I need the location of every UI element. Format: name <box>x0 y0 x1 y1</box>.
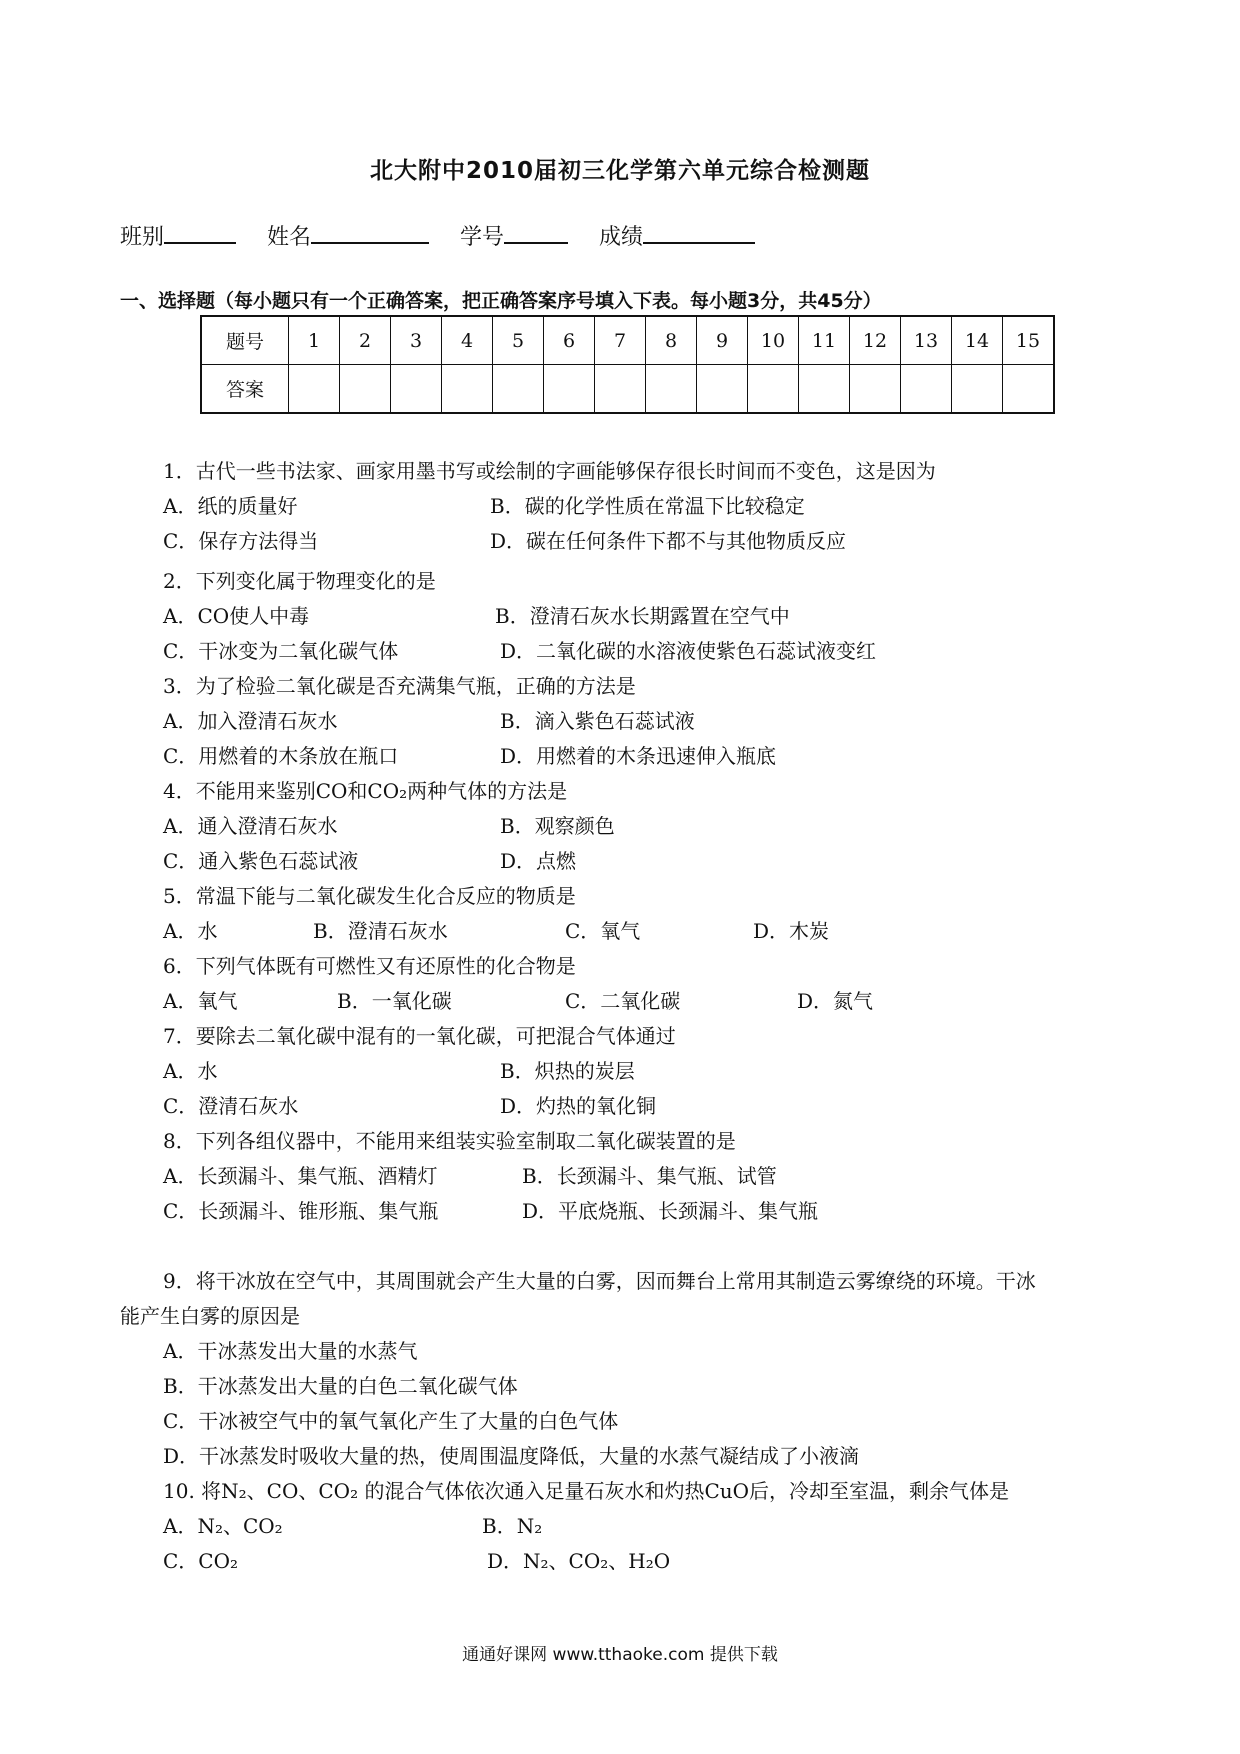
question-7-option-d: D．灼热的氧化铜 <box>500 1094 657 1118</box>
answer-cell[interactable] <box>442 365 493 414</box>
section-heading-choice: 一、选择题（每小题只有一个正确答案，把正确答案序号填入下表。每小题3分，共45分） <box>120 290 882 312</box>
page-footer: 通通好课网 www.tthaoke.com 提供下载 <box>462 1645 778 1665</box>
answer-cell[interactable] <box>340 365 391 414</box>
question-3-option-b: B．滴入紫色石蕊试液 <box>500 709 695 733</box>
question-4-option-b: B．观察颜色 <box>500 814 615 838</box>
question-number: 9 <box>697 316 748 365</box>
answer-cell[interactable] <box>901 365 952 414</box>
question-6-option-a: A．氧气 <box>163 989 238 1013</box>
question-number: 7 <box>595 316 646 365</box>
question-9-option-a: A．干冰蒸发出大量的水蒸气 <box>163 1339 418 1363</box>
question-number: 15 <box>1003 316 1055 365</box>
question-3-option-c: C．用燃着的木条放在瓶口 <box>163 744 399 768</box>
question-number: 11 <box>799 316 850 365</box>
answer-cell[interactable] <box>748 365 799 414</box>
question-9-option-c: C．干冰被空气中的氧气氧化产生了大量的白色气体 <box>163 1409 619 1433</box>
question-8-option-b: B．长颈漏斗、集气瓶、试管 <box>522 1164 777 1188</box>
question-7-option-b: B．炽热的炭层 <box>500 1059 635 1083</box>
class-label: 班别 <box>120 225 165 250</box>
id-label: 学号 <box>460 225 505 250</box>
question-2-option-d: D．二氧化碳的水溶液使紫色石蕊试液变红 <box>500 639 877 663</box>
question-10-option-c: C．CO₂ <box>163 1549 239 1573</box>
question-4-option-d: D．点燃 <box>500 849 577 873</box>
question-5-option-c: C．氧气 <box>565 919 641 943</box>
question-5-option-a: A．水 <box>163 919 218 943</box>
name-label: 姓名 <box>267 225 312 250</box>
answer-cell[interactable] <box>850 365 901 414</box>
score-blank[interactable] <box>643 220 755 244</box>
question-5-stem: 5．常温下能与二氧化碳发生化合反应的物质是 <box>163 884 576 908</box>
question-2-option-a: A．CO使人中毒 <box>163 604 310 628</box>
question-10-option-b: B．N₂ <box>482 1514 543 1538</box>
answer-row-label: 答案 <box>201 365 289 414</box>
question-4-stem: 4．不能用来鉴别CO和CO₂两种气体的方法是 <box>163 779 568 803</box>
question-number: 2 <box>340 316 391 365</box>
score-label: 成绩 <box>599 225 644 250</box>
question-number: 6 <box>544 316 595 365</box>
answer-table-number-row <box>201 316 1054 365</box>
answer-cell[interactable] <box>391 365 442 414</box>
question-8-stem: 8．下列各组仪器中，不能用来组装实验室制取二氧化碳装置的是 <box>163 1129 736 1153</box>
question-number: 5 <box>493 316 544 365</box>
page-title: 北大附中2010届初三化学第六单元综合检测题 <box>369 158 870 184</box>
question-number: 10 <box>748 316 799 365</box>
question-6-stem: 6．下列气体既有可燃性又有还原性的化合物是 <box>163 954 576 978</box>
question-7-option-c: C．澄清石灰水 <box>163 1094 299 1118</box>
question-4-option-a: A．通入澄清石灰水 <box>163 814 338 838</box>
question-10-stem: 10. 将N₂、CO、CO₂ 的混合气体依次通入足量石灰水和灼热CuO后，冷却至室温，剩余气体是 <box>163 1479 1010 1503</box>
answer-table <box>200 315 1055 414</box>
question-number: 1 <box>289 316 340 365</box>
question-3-option-d: D．用燃着的木条迅速伸入瓶底 <box>500 744 777 768</box>
answer-cell[interactable] <box>595 365 646 414</box>
question-8-option-d: D．平底烧瓶、长颈漏斗、集气瓶 <box>522 1199 819 1223</box>
student-info-line <box>120 220 779 251</box>
question-number: 8 <box>646 316 697 365</box>
question-3-option-a: A．加入澄清石灰水 <box>163 709 338 733</box>
question-3-stem: 3．为了检验二氧化碳是否充满集气瓶，正确的方法是 <box>163 674 636 698</box>
question-8-option-a: A．长颈漏斗、集气瓶、酒精灯 <box>163 1164 438 1188</box>
question-8-option-c: C．长颈漏斗、锥形瓶、集气瓶 <box>163 1199 439 1223</box>
question-1-option-a: A．纸的质量好 <box>163 494 298 518</box>
answer-cell[interactable] <box>1003 365 1055 414</box>
question-1-option-b: B．碳的化学性质在常温下比较稳定 <box>490 494 805 518</box>
answer-cell[interactable] <box>493 365 544 414</box>
question-number: 4 <box>442 316 493 365</box>
answer-cell[interactable] <box>289 365 340 414</box>
question-9-stem-line1: 9．将干冰放在空气中，其周围就会产生大量的白雾，因而舞台上常用其制造云雾缭绕的环境。干冰 <box>163 1269 1036 1293</box>
question-2-option-c: C．干冰变为二氧化碳气体 <box>163 639 399 663</box>
question-1-option-d: D．碳在任何条件下都不与其他物质反应 <box>490 529 847 553</box>
answer-cell[interactable] <box>646 365 697 414</box>
question-5-option-d: D．木炭 <box>753 919 830 943</box>
question-number: 13 <box>901 316 952 365</box>
answer-cell[interactable] <box>544 365 595 414</box>
question-6-option-c: C．二氧化碳 <box>565 989 681 1013</box>
question-10-option-d: D．N₂、CO₂、H₂O <box>487 1549 671 1573</box>
question-9-stem-line2: 能产生白雾的原因是 <box>120 1304 300 1328</box>
id-blank[interactable] <box>504 220 568 244</box>
question-number: 14 <box>952 316 1003 365</box>
answer-cell[interactable] <box>799 365 850 414</box>
question-10-option-a: A．N₂、CO₂ <box>163 1514 283 1538</box>
question-9-option-d: D．干冰蒸发时吸收大量的热，使周围温度降低，大量的水蒸气凝结成了小液滴 <box>163 1444 860 1468</box>
question-2-option-b: B．澄清石灰水长期露置在空气中 <box>495 604 790 628</box>
name-blank[interactable] <box>311 220 429 244</box>
answer-cell[interactable] <box>952 365 1003 414</box>
question-7-option-a: A．水 <box>163 1059 218 1083</box>
number-row-label: 题号 <box>201 316 289 365</box>
question-9-option-b: B．干冰蒸发出大量的白色二氧化碳气体 <box>163 1374 518 1398</box>
question-number: 12 <box>850 316 901 365</box>
answer-cell[interactable] <box>697 365 748 414</box>
question-1-stem: 1．古代一些书法家、画家用墨书写或绘制的字画能够保存很长时间而不变色，这是因为 <box>163 459 936 483</box>
answer-table-answer-row <box>201 365 1054 414</box>
question-number: 3 <box>391 316 442 365</box>
question-4-option-c: C．通入紫色石蕊试液 <box>163 849 359 873</box>
question-7-stem: 7．要除去二氧化碳中混有的一氧化碳，可把混合气体通过 <box>163 1024 676 1048</box>
question-6-option-b: B．一氧化碳 <box>337 989 452 1013</box>
question-5-option-b: B．澄清石灰水 <box>313 919 448 943</box>
question-6-option-d: D．氮气 <box>797 989 874 1013</box>
question-1-option-c: C．保存方法得当 <box>163 529 319 553</box>
question-2-stem: 2．下列变化属于物理变化的是 <box>163 569 436 593</box>
class-blank[interactable] <box>164 220 236 244</box>
